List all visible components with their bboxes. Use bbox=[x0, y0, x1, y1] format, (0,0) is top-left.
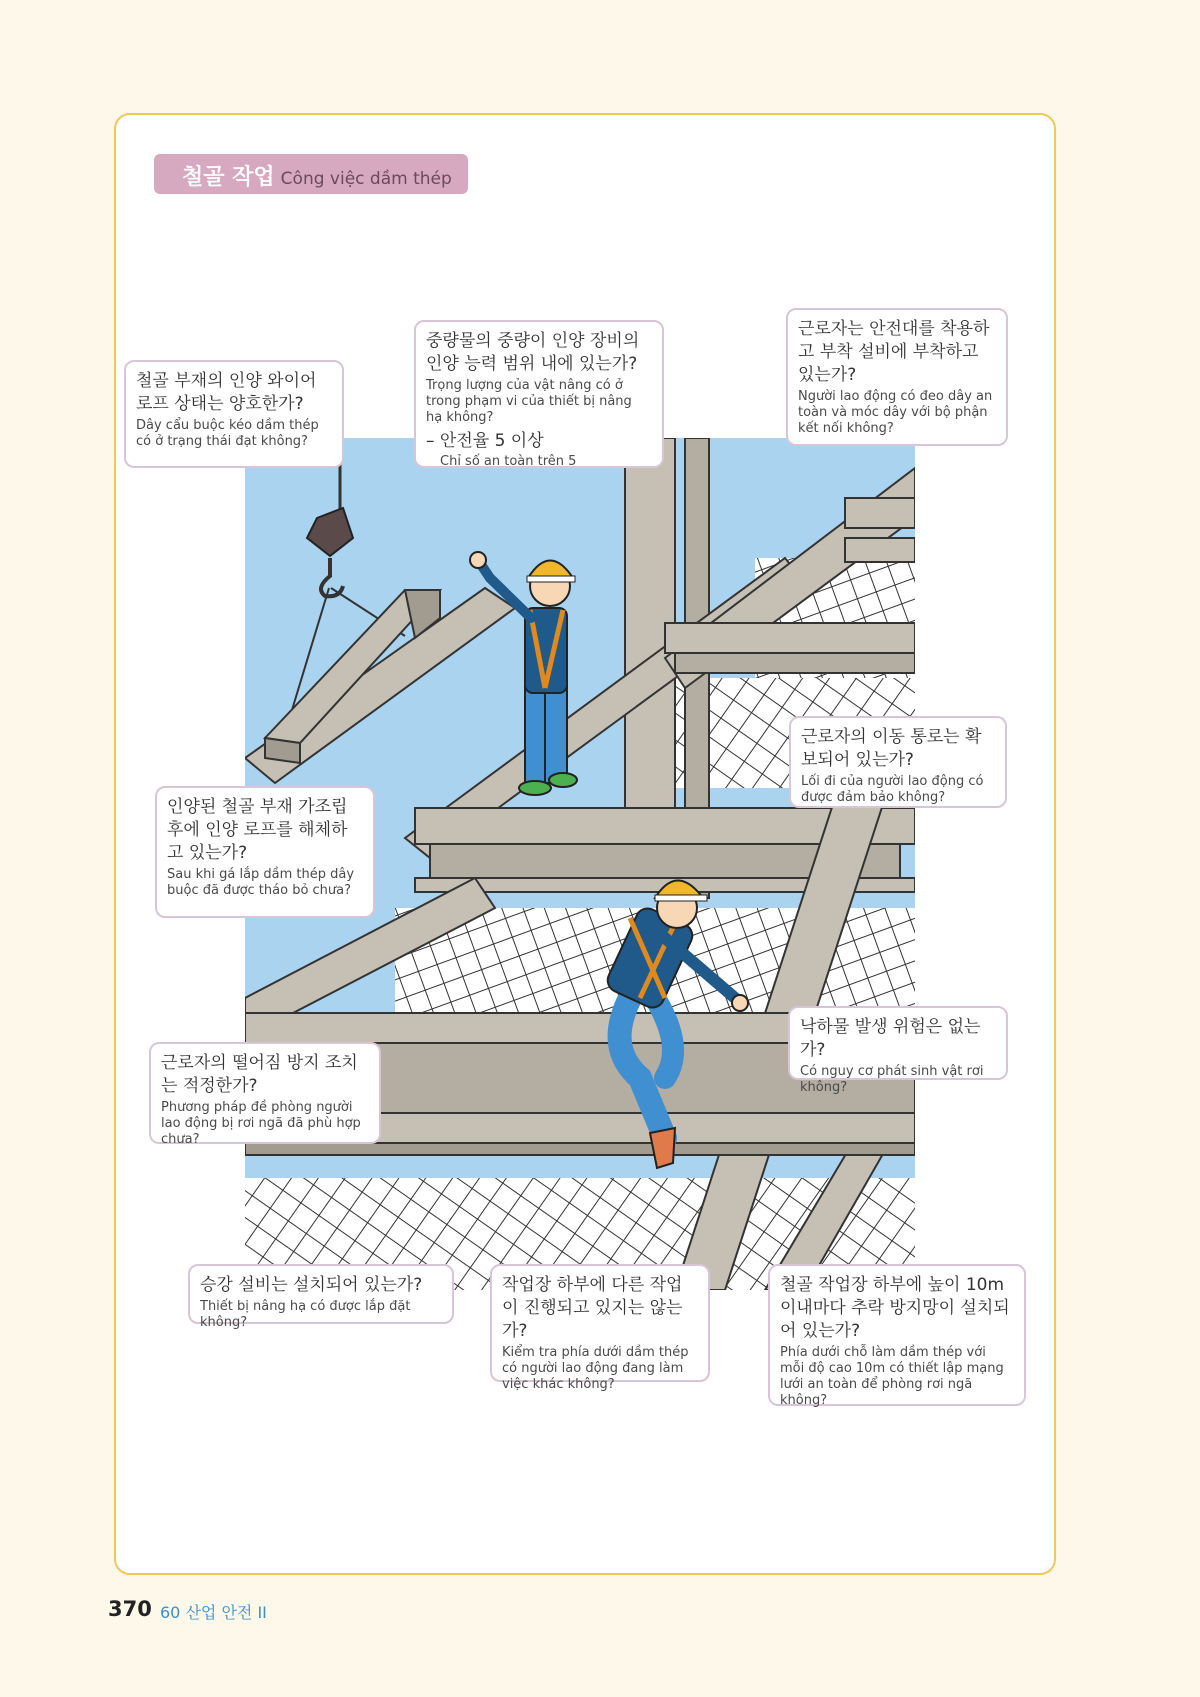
bubble-rope-release bbox=[155, 786, 375, 918]
bubble-load-weight bbox=[414, 320, 664, 468]
bubble-vietnamese-text: Người lao động có đeo dây an toàn và móc dây với bộ phận kết nối không? bbox=[798, 389, 993, 436]
steel-beam bbox=[845, 538, 915, 562]
bubble-safety-belt bbox=[786, 308, 1008, 446]
steel-beam bbox=[665, 623, 915, 653]
page-number: 370 bbox=[108, 1597, 152, 1621]
bubble-vietnamese-text: Phương pháp đề phòng người lao động bị rơi ngã đã phù hợp chưa? bbox=[161, 1100, 361, 1147]
section-title-vietnamese: Công việc dầm thép bbox=[280, 169, 452, 189]
bubble-vietnamese-text: Kiểm tra phía dưới dầm thép có người lao động đang làm việc khác không? bbox=[502, 1345, 689, 1392]
bubble-other-work bbox=[490, 1264, 710, 1392]
bubble-korean-text: 작업장 하부에 다른 작업이 진행되고 있지는 않는가? bbox=[502, 1275, 683, 1341]
section-title-korean: 철골 작업 bbox=[182, 165, 275, 190]
bubble-safety-net bbox=[768, 1264, 1026, 1406]
section-title-tab bbox=[154, 154, 468, 194]
bubble-korean-text: 철골 부재의 인양 와이어로프 상태는 양호한가? bbox=[136, 371, 317, 414]
steel-beam bbox=[845, 498, 915, 528]
safety-factor-korean: – 안전율 5 이상 bbox=[426, 431, 544, 451]
bubble-falling-objects bbox=[788, 1006, 1008, 1095]
bubble-korean-text: 중량물의 중량이 인양 장비의 인양 능력 범위 내에 있는가? bbox=[426, 331, 640, 374]
bubble-vietnamese-text: Dây cẩu buộc kéo dầm thép có ở trạng thái đạt không? bbox=[136, 418, 319, 449]
safety-factor-vietnamese: Chỉ số an toàn trên 5 bbox=[440, 454, 577, 469]
bubble-korean-text: 근로자는 안전대를 착용하고 부착 설비에 부착하고 있는가? bbox=[798, 319, 990, 385]
bubble-korean-text: 근로자의 떨어짐 방지 조치는 적정한가? bbox=[161, 1053, 358, 1096]
bubble-korean-text: 인양된 철골 부재 가조립 후에 인양 로프를 해체하고 있는가? bbox=[167, 797, 348, 863]
bubble-vietnamese-text: Có nguy cơ phát sinh vật rơi không? bbox=[800, 1064, 984, 1095]
bubble-passage bbox=[789, 716, 1007, 808]
bubble-korean-text: 낙하물 발생 위험은 없는가? bbox=[800, 1017, 981, 1060]
bubble-vietnamese-text: Thiết bị nâng hạ có được lắp đặt không? bbox=[200, 1299, 411, 1330]
hoisted-steel-beam-flange bbox=[265, 738, 300, 763]
book-title: 60 산업 안전 II bbox=[160, 1603, 267, 1622]
bubble-wire-rope bbox=[124, 360, 344, 468]
bubble-korean-text: 철골 작업장 하부에 높이 10m 이내마다 추락 방지망이 설치되어 있는가? bbox=[780, 1275, 1010, 1341]
bubble-korean-text: 승강 설비는 설치되어 있는가? bbox=[200, 1275, 423, 1295]
bubble-vietnamese-text: Trọng lượng của vật nâng có ở trong phạm vi của thiết bị nâng hạ không? bbox=[426, 378, 632, 425]
bubble-vietnamese-text: Lối đi của người lao động có được đảm bảo không? bbox=[801, 774, 984, 805]
bubble-vietnamese-text: Phía dưới chỗ làm dầm thép với mỗi độ cao 10m có thiết lập mạng lưới an toàn để phòng rơi ngã không? bbox=[780, 1345, 1004, 1408]
steel-beam bbox=[675, 653, 915, 673]
bubble-fall-prevention bbox=[149, 1042, 381, 1147]
bubble-lift-equipment bbox=[188, 1264, 454, 1330]
bubble-korean-text: 근로자의 이동 통로는 확보되어 있는가? bbox=[801, 727, 982, 770]
bubble-vietnamese-text: Sau khi gá lắp dầm thép dây buộc đã được tháo bỏ chưa? bbox=[167, 867, 355, 898]
